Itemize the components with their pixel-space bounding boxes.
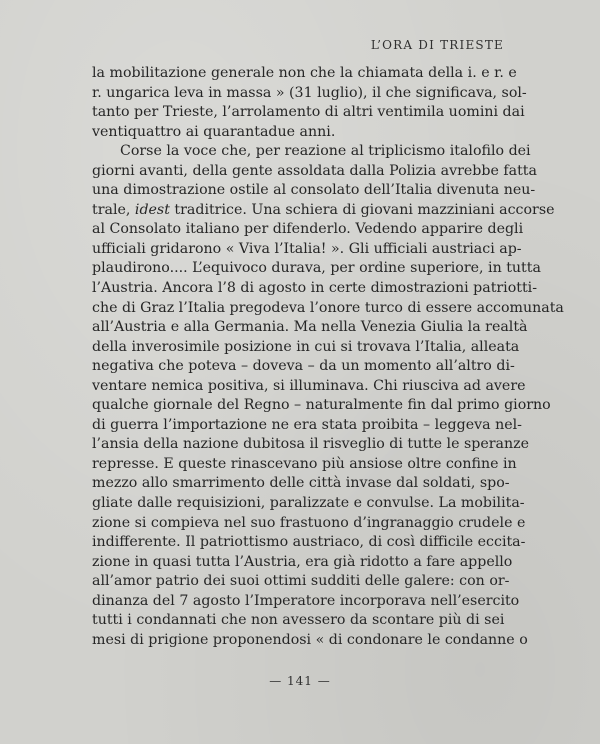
text-line: indifferente. Il patriottismo austriaco, di così difficile eccita- — [92, 534, 526, 551]
page-number: — 141 — — [269, 674, 331, 688]
text-line: qualche giornale del Regno – naturalmente fin dal primo giorno — [92, 397, 551, 414]
text-line: all’amor patrio dei suoi ottimi sudditi delle galere: con or- — [92, 573, 510, 590]
text-line: giorni avanti, della gente assoldata dalla Polizia avrebbe fatta — [92, 162, 537, 179]
text-line: Corse la voce che, per reazione al triplicismo italofilo dei — [120, 143, 531, 160]
text-line: zione in quasi tutta l’Austria, era già ridotto a fare appello — [92, 553, 513, 570]
text-line: r. ungarica leva in massa » (31 luglio), il che significava, sol- — [92, 84, 527, 101]
text-line: gliate dalle requisizioni, paralizzate e convulse. La mobilita- — [92, 495, 525, 512]
body-text — [92, 64, 564, 650]
text-line: mesi di prigione proponendosi « di condonare le condanne o — [92, 631, 528, 648]
text-line: dinanza del 7 agosto l’Imperatore incorporava nell’esercito — [92, 592, 520, 609]
text-line: ufficiali gridarono « Viva l’Italia! ». Gli ufficiali austriaci ap- — [92, 240, 522, 257]
italic-word: idest — [134, 201, 170, 218]
text-line: ventare nemica positiva, si illuminava. Chi riusciva ad avere — [92, 377, 526, 394]
text-line: all’Austria e alla Germania. Ma nella Venezia Giulia la realtà — [92, 319, 528, 336]
text-fragment: trale, — [92, 201, 135, 218]
text-line: tanto per Trieste, l’arrolamento di altri ventimila uomini dai — [92, 104, 525, 121]
text-line: represse. E queste rinascevano più ansiose oltre confine in — [92, 455, 517, 472]
text-line: zione si compieva nel suo frastuono d’ingranaggio crudele e — [92, 514, 526, 531]
text-line: una dimostrazione ostile al consolato dell’Italia divenuta neu- — [92, 182, 536, 199]
text-line: che di Graz l’Italia pregodeva l’onore turco di essere accomunata — [92, 299, 564, 316]
text-line: al Consolato italiano per difenderlo. Vedendo apparire degli — [92, 221, 524, 238]
text-line: negativa che poteva – doveva – da un momento all’altro di- — [92, 358, 515, 375]
text-line — [92, 201, 555, 221]
text-line: tutti i condannati che non avessero da scontare più di sei — [92, 612, 505, 629]
text-line: plaudirono.... L’equivoco durava, per ordine superiore, in tutta — [92, 260, 541, 277]
text-line: mezzo allo smarrimento delle città invase dal soldati, spo- — [92, 475, 510, 492]
text-line: l’Austria. Ancora l’8 di agosto in certe dimostrazioni patriotti- — [92, 280, 537, 297]
text-line: ventiquattro ai quarantadue anni. — [92, 123, 336, 140]
text-line: la mobilitazione generale non che la chiamata della i. e r. e — [92, 65, 517, 81]
running-head: L’ORA DI TRIESTE — [370, 38, 504, 52]
text-line: della inverosimile posizione in cui si trovava l’Italia, alleata — [92, 338, 520, 355]
text-line: di guerra l’importazione ne era stata proibita – leggeva nel- — [92, 416, 522, 433]
text-line: l’ansia della nazione dubitosa il risveglio di tutte le speranze — [92, 436, 530, 453]
text-fragment: traditrice. Una schiera di giovani mazziniani accorse — [174, 201, 555, 218]
